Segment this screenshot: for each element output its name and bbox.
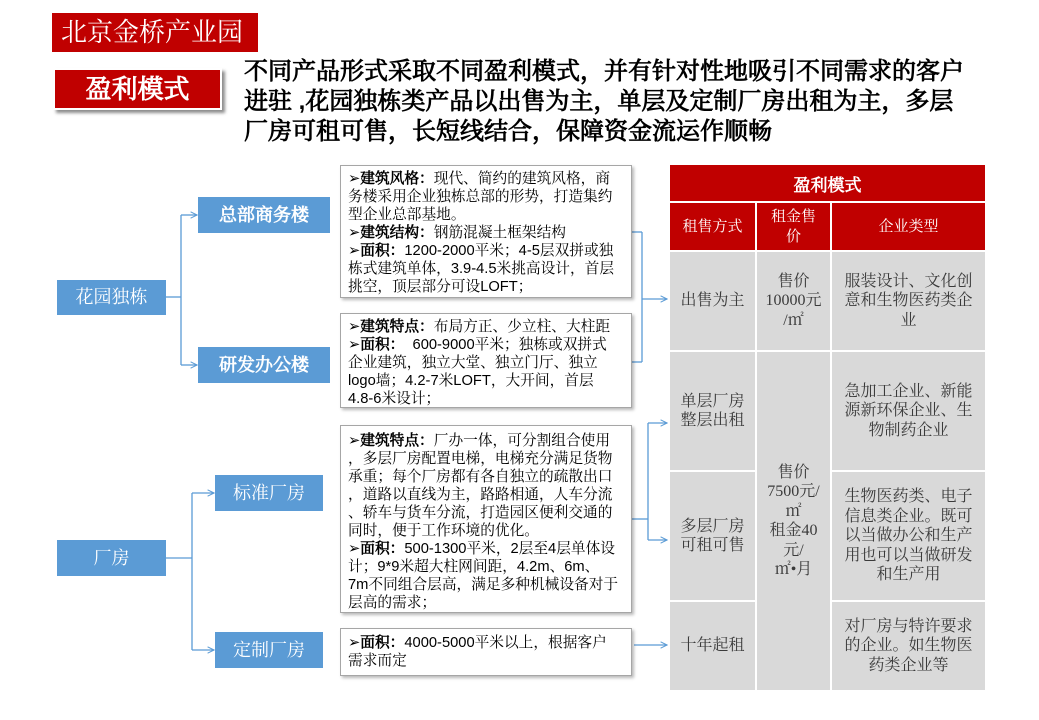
detail-text: 4000-5000平米以上，根据客户 [404, 635, 607, 651]
detail-label: ➢面积： [348, 541, 405, 557]
cell-text: 急加工企业、新能 [844, 382, 973, 400]
cell-text: ㎡•月 [774, 561, 813, 578]
detail-box-hq-building [340, 165, 632, 298]
detail-label: ➢面积： [348, 243, 405, 259]
cell-text: 10000元 [765, 292, 822, 310]
cell-text: 7500元/ [767, 483, 820, 500]
detail-line: 务楼采用企业独栋总部的形势，打造集约 [348, 189, 613, 205]
detail-line: 栋式建筑单体，3.9-4.5米挑高设计，首层 [348, 261, 615, 277]
headline-line: 不同产品形式采取不同盈利模式，并有针对性地吸引不同需求的客户 [244, 58, 964, 85]
table-cell-mode [670, 352, 755, 470]
category-node-garden-villa: 花园独栋 [57, 280, 166, 315]
detail-line: ，多层厂房配置电梯，电梯充分满足货物 [348, 451, 613, 467]
detail-line: ，道路以直线为主，路路相通，人车分流 [348, 487, 613, 503]
detail-text: 现代、简约的建筑风格，商 [433, 171, 611, 187]
detail-label: ➢建筑风格： [348, 171, 434, 187]
detail-line: 型企业总部基地。 [348, 207, 466, 223]
detail-label: ➢面积： [348, 337, 405, 353]
detail-label: ➢建筑特点： [348, 433, 434, 449]
detail-text: 布局方正、少立柱、大柱距 [433, 319, 611, 335]
table-cell-mode [670, 472, 755, 600]
detail-line: 7m不同组合层高，满足多种机械设备对于 [348, 577, 619, 593]
detail-line: 计；9*9米超大柱网间距，4.2m、6m、 [348, 559, 600, 575]
detail-line [348, 336, 631, 354]
headline-line: 厂房可租可售，长短线结合，保障资金流运作顺畅 [244, 118, 772, 145]
detail-line: 承重；每个厂房都有各自独立的疏散出口 [348, 469, 613, 485]
detail-line: 需求而定 [348, 653, 407, 669]
cell-text: 药类企业等 [868, 656, 949, 674]
detail-line: logo墙；4.2-7米LOFT，大开间，首层 [348, 373, 594, 389]
table-cell-mode [670, 252, 755, 350]
detail-box-custom-factory [340, 628, 632, 676]
table-cell-enterprise [832, 252, 985, 350]
detail-label: ➢建筑结构： [348, 225, 434, 241]
table-header-enterprise [832, 203, 985, 250]
cell-text: 的企业。如生物医 [844, 637, 973, 655]
cell-text: 可租可售 [680, 537, 745, 554]
cell-text: 租金40 [769, 522, 818, 539]
table-cell-price [757, 252, 830, 350]
section-label: 盈利模式 [53, 68, 222, 110]
cell-text: 对厂房与特许要求 [844, 617, 973, 635]
detail-line [348, 318, 631, 336]
detail-text: 1200-2000平米；4-5层双拼或独 [404, 243, 614, 259]
detail-line: 同时，便于工作环境的优化。 [348, 523, 539, 539]
cell-text: 出售为主 [680, 292, 745, 310]
detail-line: 层高的需求； [348, 595, 437, 611]
table-cell-enterprise [832, 352, 985, 470]
cell-text: 物制药企业 [868, 421, 949, 439]
cell-text: 服装设计、文化创 [844, 272, 973, 290]
headline [244, 57, 1034, 147]
cell-text: 和生产用 [876, 566, 941, 584]
table-cell-mode [670, 602, 755, 690]
cell-text: ㎡ [785, 502, 802, 520]
detail-text: 厂办一体，可分割组合使用 [433, 433, 611, 449]
cell-text: 业 [900, 311, 917, 329]
detail-label: ➢面积： [348, 635, 405, 651]
detail-box-standard-factory [340, 425, 632, 613]
detail-text: 钢筋混凝土框架结构 [433, 225, 566, 241]
table-header-price [757, 203, 830, 250]
cell-text: 元/ [783, 541, 804, 559]
header-text: 企业类型 [878, 218, 939, 235]
headline-line: 进驻 ,花园独栋类产品以出售为主，单层及定制厂房出租为主，多层 [244, 88, 954, 115]
detail-label: ➢建筑特点： [348, 319, 434, 335]
table-header-mode [670, 203, 755, 250]
detail-text: 500-1300平米，2层至4层单体设 [404, 541, 615, 557]
detail-line: 挑空，顶层部分可设LOFT； [348, 279, 533, 295]
header-text: 租售方式 [682, 218, 743, 235]
table-cell-enterprise [832, 602, 985, 690]
cell-text: 以当做办公和生产 [844, 527, 973, 545]
detail-line: 4.8-6米设计； [348, 391, 441, 407]
detail-line [348, 432, 631, 450]
product-node-hq-building: 总部商务楼 [198, 197, 330, 233]
detail-text: 600-9000平米；独栋或双拼式 [404, 337, 607, 353]
category-node-factory: 厂房 [57, 540, 166, 576]
cell-text: 用也可以当做研发 [844, 546, 973, 564]
table-title [670, 165, 985, 201]
cell-text: 信息类企业。既可 [844, 507, 973, 525]
cell-text: 售价 [777, 463, 810, 481]
product-node-custom-factory: 定制厂房 [215, 632, 323, 668]
table-cell-enterprise [832, 472, 985, 600]
detail-line [348, 634, 631, 652]
cell-text: 整层出租 [680, 412, 745, 429]
detail-line [348, 540, 631, 558]
cell-text: /㎡ [783, 311, 804, 329]
header-text: 价 [785, 228, 801, 245]
page-title: 北京金桥产业园 [52, 13, 258, 52]
product-node-rd-office: 研发办公楼 [198, 347, 330, 383]
detail-line [348, 242, 631, 260]
detail-line: 、轿车与货车分流，打造园区便利交通的 [348, 505, 613, 521]
table-cell-shared-price [757, 352, 830, 690]
table-title-text: 盈利模式 [793, 175, 862, 195]
product-node-standard-factory: 标准厂房 [215, 475, 323, 511]
detail-line [348, 224, 631, 242]
header-text: 租金售 [770, 208, 816, 225]
cell-text: 售价 [777, 272, 810, 290]
cell-text: 源新环保企业、生 [844, 402, 973, 420]
cell-text: 意和生物医药类企 [844, 292, 973, 310]
detail-line: 企业建筑，独立大堂、独立门厅、独立 [348, 355, 598, 371]
cell-text: 生物医药类、电子 [844, 488, 973, 506]
cell-text: 十年起租 [680, 637, 745, 655]
detail-line [348, 170, 631, 188]
detail-box-rd-office [340, 313, 632, 408]
cell-text: 单层厂房 [680, 392, 745, 410]
cell-text: 多层厂房 [680, 517, 745, 535]
